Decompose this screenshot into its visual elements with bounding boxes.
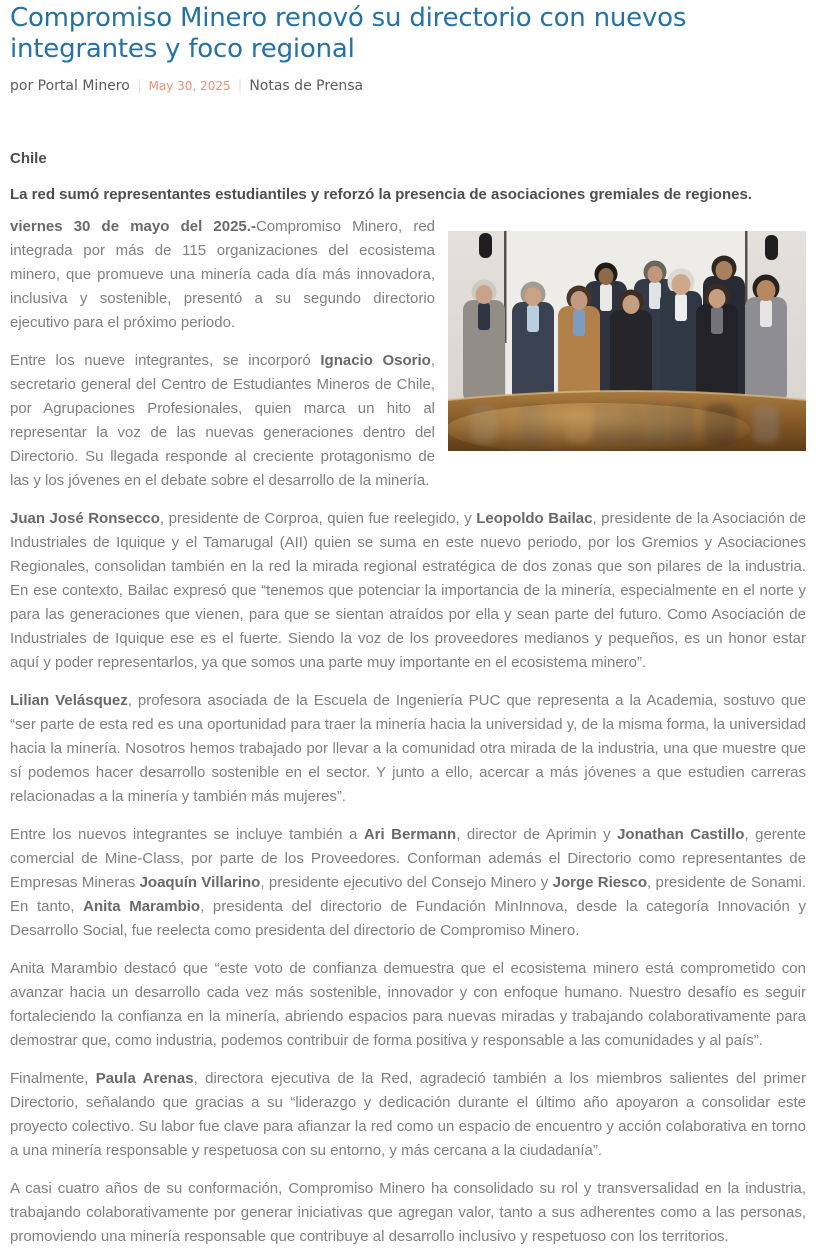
article-paragraph: Entre los nueve integrantes, se incorporó Ignacio Osorio, secretario general del Centro de Estudiantes Mineros de Chile, por Agrupaciones Profesionales, quien marca un hito al representar la voz de las nuevas generaciones dentro del Directorio. Su llegada responde al creciente protagonismo de las y los jóvenes en el debate sobre el desarrollo de la minería. bbox=[10, 352, 435, 489]
article-title: Compromiso Minero renovó su directorio con nuevos integrantes y foco regional bbox=[10, 3, 687, 64]
article-paragraph: Finalmente, Paula Arenas, directora ejecutiva de la Red, agradeció también a los miembros salientes del primer Directorio, señalando que gracias a su “liderazgo y dedicación durante el último año apoyaron a consolidar este proyecto colectivo. Su labor fue clave para afianzar la red como un espacio de encuentro y acción colaborativa en torno a una minería responsable y respetuosa con su entorno, y más cercana a la ciudadanía”. bbox=[10, 1070, 807, 1159]
byline bbox=[10, 77, 806, 96]
post-date: May 30, 2025 bbox=[148, 79, 231, 93]
byline-separator: | bbox=[237, 78, 243, 94]
speaker-right bbox=[765, 235, 778, 260]
wall-seam-right bbox=[745, 231, 748, 305]
article-lead: La red sumó representantes estudiantiles y reforzó la presencia de asociaciones gremiales de regiones. bbox=[10, 186, 752, 203]
country-label: Chile bbox=[10, 150, 47, 167]
article-paragraph: Juan José Ronsecco, presidente de Corproa, quien fue reelegido, y Leopoldo Bailac, presidente de la Asociación de Industriales de Iquique y el Tamarugal (AII) quien se suma en este nuevo periodo, por los Gremios y Asociaciones Regionales, consolidan también en la red la mirada regional estratégica de dos zonas que son pilares de la industria. En ese contexto, Bailac expresó que “tenemos que potenciar la importancia de la minería, especialmente en el norte y para las generaciones que vienen, para que se sientan atraídos por ella y sean parte del futuro. Como Asociación de Industriales de Iquique ese es el fuerte. Siendo la voz de los proveedores medianos y pequeños, es un honor estar aquí y poder representarlos, ya que somos una parte muy importante en el ecosistema minero”. bbox=[10, 510, 806, 671]
article-paragraph: Entre los nuevos integrantes se incluye también a Ari Bermann, director de Aprimin y Jonathan Castillo, gerente comercial de Mine-Class, por parte de los Proveedores. Conforman además el Directorio como representantes de Empresas Mineras Joaquín Villarino, presidente ejecutivo del Consejo Minero y Jorge Riesco, presidente de Sonami. En tanto, Anita Marambio, presidenta del directorio de Fundación MinInnova, desde la categoría Innovación y Desarrollo Social, fue reelecta como presidenta del directorio de Compromiso Minero. bbox=[10, 826, 807, 939]
category-link[interactable]: Notas de Prensa bbox=[249, 78, 364, 94]
directors-group-photo bbox=[448, 231, 806, 451]
byline-prefix: por bbox=[10, 78, 34, 94]
article-paragraph: A casi cuatro años de su conformación, Compromiso Minero ha consolidado su rol y transversalidad en la industria, trabajando colaborativamente por generar iniciativas que agregan valor, tanto a sus adherentes como a las personas, promoviendo una minería responsable que contribuye al desarrollo inclusivo y respetuoso con los territorios. bbox=[10, 1180, 806, 1245]
byline-separator: | bbox=[136, 78, 142, 94]
group-photo-illustration bbox=[448, 231, 806, 451]
article-paragraph: viernes 30 de mayo del 2025.-Compromiso Minero, red integrada por más de 115 organizaciones del ecosistema minero, que promueve una minería cada día más innovadora, inclusiva y sostenible, presentó a su segundo directorio ejecutivo para el próximo periodo. bbox=[10, 218, 435, 331]
author-link[interactable]: Portal Minero bbox=[37, 78, 130, 94]
speaker-left bbox=[479, 233, 492, 258]
article-paragraph: Anita Marambio destacó que “este voto de confianza demuestra que el ecosistema minero está comprometido con avanzar hacia un desarrollo cada vez más sostenible, innovador y con enfoque humano. Nuestro desafío es seguir fortaleciendo la confianza en la minería, abriendo espacios para nuevas miradas y trabajando colaborativamente para demostrar que, como industria, podemos contribuir de forma positiva y responsable a las comunidades y al país”. bbox=[10, 960, 806, 1049]
article-paragraph: Lilian Velásquez, profesora asociada de la Escuela de Ingeniería PUC que representa a la Academia, sostuvo que “ser parte de esta red es una oportunidad para traer la minería hacia la universidad y, de la misma forma, la universidad hacia la minería. Nosotros hemos trabajado por llevar a la comunidad otra mirada de la industria, una que muestre que sí podemos hacer desarrollo sostenible en el sector. Y junto a ello, acercar a más jóvenes a que estudien carreras relacionadas a la minería y también más mujeres”. bbox=[10, 692, 806, 805]
article-body bbox=[10, 148, 806, 1249]
